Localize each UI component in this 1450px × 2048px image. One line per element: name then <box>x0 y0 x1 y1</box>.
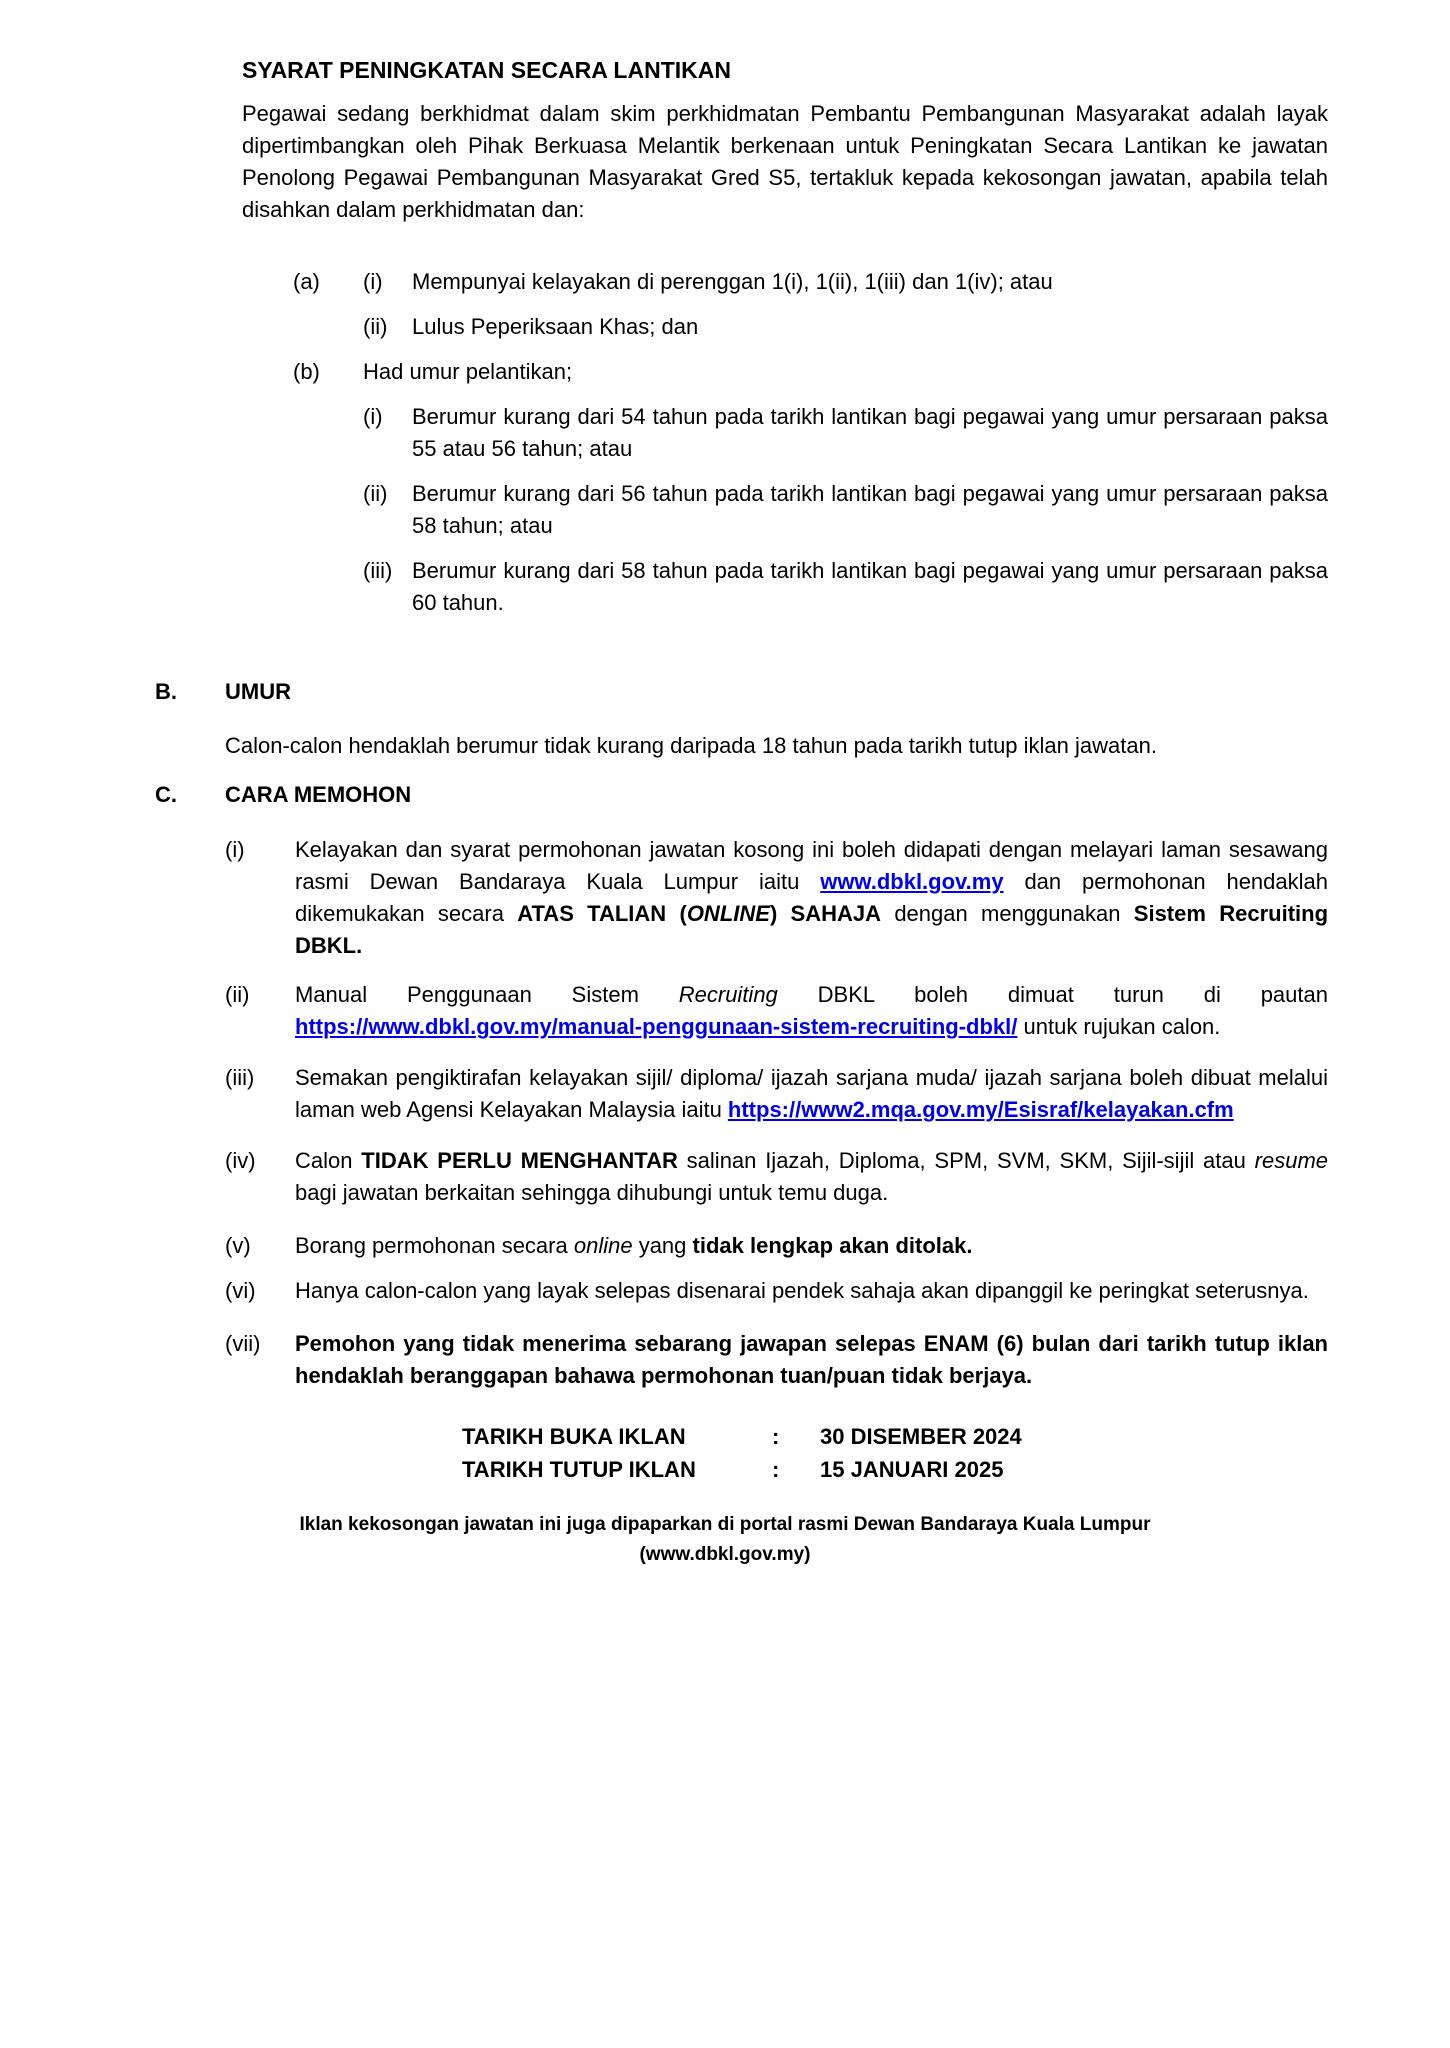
application-step-ii <box>225 979 1328 1043</box>
text-run: salinan Ijazah, Diploma, SPM, SVM, SKM, Sijil-sijil atau <box>677 1148 1255 1173</box>
text-run: Pemohon yang tidak menerima sebarang jawapan selepas ENAM (6) bulan dari tarikh tutup iklan hendaklah beranggapan bahawa permohonan tuan/puan tidak berjaya. <box>295 1331 1328 1388</box>
text-run: Hanya calon-calon yang layak selepas disenarai pendek sahaja akan dipanggil ke peringkat seterusnya. <box>295 1278 1309 1303</box>
section-b-paragraph: Calon-calon hendaklah berumur tidak kurang daripada 18 tahun pada tarikh tutup iklan jawatan. <box>225 733 1157 758</box>
list-marker-vi: (vi) <box>225 1278 256 1303</box>
list-marker-i: (i) <box>225 837 245 862</box>
list-marker-iv: (iv) <box>225 1148 256 1173</box>
list-marker-v: (v) <box>225 1233 251 1258</box>
close-date-value: 15 JANUARI 2025 <box>820 1457 1004 1482</box>
text-run: DBKL boleh dimuat turun di pautan <box>777 982 1328 1007</box>
list-item-b-iii <box>293 555 1328 619</box>
text-run: Kelayakan dan syarat permohonan jawatan kosong ini boleh didapati dengan melayari laman sesawang rasmi Dewan Bandaraya Kuala Lumpur iaitu <box>295 837 1328 894</box>
application-step-text <box>295 1230 1328 1262</box>
list-item-b-i <box>293 401 1328 465</box>
text-run: TIDAK PERLU MENGHANTAR <box>361 1148 678 1173</box>
indent-spacer <box>293 478 363 542</box>
section-a-title: SYARAT PENINGKATAN SECARA LANTIKAN <box>242 57 731 83</box>
application-step-v <box>225 1230 1328 1262</box>
text-run: dengan menggunakan <box>881 901 1134 926</box>
section-b-heading: UMUR <box>225 679 291 704</box>
list-item-b-ii <box>293 478 1328 542</box>
text-run: dan permohonan hendaklah dikemukakan secara <box>295 869 1328 926</box>
section-b-letter: B. <box>155 679 177 704</box>
list-marker-b: (b) <box>293 359 320 384</box>
application-step-text <box>295 834 1328 962</box>
list-marker-i: (i) <box>363 269 383 294</box>
hyperlink[interactable]: https://www2.mqa.gov.my/Esisraf/kelayakan.cfm <box>727 1097 1234 1122</box>
close-date-label: TARIKH TUTUP IKLAN <box>462 1457 696 1482</box>
text-run: ONLINE <box>686 901 770 926</box>
text-run: Borang permohonan secara <box>295 1233 574 1258</box>
indent-spacer <box>293 555 363 619</box>
section-b-body <box>225 676 1328 762</box>
advert-dates <box>462 1420 1450 1486</box>
indent-spacer <box>293 311 363 343</box>
application-steps-list <box>225 834 1328 1392</box>
text-run: online <box>573 1233 633 1258</box>
indent-spacer <box>293 401 363 465</box>
footer-line-2: (www.dbkl.gov.my) <box>639 1544 811 1565</box>
list-item-text: Berumur kurang dari 56 tahun pada tarikh lantikan bagi pegawai yang umur persaraan paksa 58 tahun; atau <box>412 481 1328 538</box>
text-run: yang <box>632 1233 693 1258</box>
list-marker-ii: (ii) <box>363 314 388 339</box>
application-step-text <box>295 1328 1328 1392</box>
condition-list <box>293 266 1328 619</box>
hyperlink[interactable]: www.dbkl.gov.my <box>820 869 1004 894</box>
text-run: Calon <box>295 1148 362 1173</box>
list-item-text: Mempunyai kelayakan di perenggan 1(i), 1(ii), 1(iii) dan 1(iv); atau <box>412 269 1053 294</box>
section-c <box>155 779 1328 1392</box>
list-marker-ii: (ii) <box>225 982 250 1007</box>
application-step-iii <box>225 1062 1328 1126</box>
close-date-colon: : <box>772 1457 780 1482</box>
list-item-b <box>293 356 1328 388</box>
open-date-colon: : <box>772 1424 780 1449</box>
text-run: Recruiting <box>678 982 778 1007</box>
section-a-intro: Pegawai sedang berkhidmat dalam skim perkhidmatan Pembantu Pembangunan Masyarakat adalah layak dipertimbangkan oleh Pihak Berkuasa Melantik berkenaan untuk Peningkatan Secara Lantikan ke jawatan Penolong Pegawai Pembangunan Masyarakat Gred S5, tertakluk kepada kekosongan jawatan, apabila telah disahkan dalam perkhidmatan dan: <box>242 101 1328 222</box>
list-marker-i: (i) <box>363 404 383 429</box>
list-marker-iii: (iii) <box>363 558 393 583</box>
application-step-vi <box>225 1275 1328 1307</box>
text-run: Semakan pengiktirafan kelayakan sijil/ diploma/ ijazah sarjana muda/ ijazah sarjana boleh dibuat melalui laman web Agensi Kelayakan Malaysia iaitu <box>295 1065 1328 1122</box>
list-item-a-ii <box>293 311 1328 343</box>
section-c-body <box>225 779 1328 1392</box>
hyperlink[interactable]: https://www.dbkl.gov.my/manual-penggunaan-sistem-recruiting-dbkl/ <box>295 1014 1018 1039</box>
footer-line-1: Iklan kekosongan jawatan ini juga dipaparkan di portal rasmi Dewan Bandaraya Kuala Lumpur <box>299 1514 1151 1535</box>
text-run: untuk rujukan calon. <box>1017 1014 1221 1039</box>
list-item-a-i <box>293 266 1328 298</box>
text-run: bagi jawatan berkaitan sehingga dihubungi untuk temu duga. <box>295 1180 889 1205</box>
list-marker-ii: (ii) <box>363 481 388 506</box>
application-step-text <box>295 979 1328 1043</box>
application-step-vii <box>225 1328 1328 1392</box>
list-marker-iii: (iii) <box>225 1065 255 1090</box>
footer-note <box>0 1510 1450 1570</box>
section-c-letter: C. <box>155 782 177 807</box>
list-item-text: Berumur kurang dari 58 tahun pada tarikh lantikan bagi pegawai yang umur persaraan paksa 60 tahun. <box>412 558 1328 615</box>
section-b <box>155 676 1328 762</box>
close-date-row <box>462 1453 1450 1486</box>
list-item-text: Had umur pelantikan; <box>363 359 573 384</box>
text-run: tidak lengkap akan ditolak. <box>692 1233 973 1258</box>
section-c-heading: CARA MEMOHON <box>225 782 412 807</box>
application-step-text <box>295 1062 1328 1126</box>
text-run: Manual Penggunaan Sistem <box>295 982 679 1007</box>
text-run: resume <box>1254 1148 1328 1173</box>
open-date-row <box>462 1420 1450 1453</box>
application-step-text <box>295 1275 1328 1307</box>
open-date-value: 30 DISEMBER 2024 <box>820 1424 1022 1449</box>
section-a <box>242 54 1328 619</box>
list-marker-vii: (vii) <box>225 1331 261 1356</box>
text-run: Sistem Recruiting DBKL. <box>295 901 1329 958</box>
list-item-text: Berumur kurang dari 54 tahun pada tarikh lantikan bagi pegawai yang umur persaraan paksa 55 atau 56 tahun; atau <box>412 404 1328 461</box>
list-item-text: Lulus Peperiksaan Khas; dan <box>412 314 699 339</box>
application-step-text <box>295 1145 1328 1209</box>
list-marker-a: (a) <box>293 269 320 294</box>
text-run: ATAS TALIAN ( <box>517 901 687 926</box>
text-run: ) SAHAJA <box>769 901 882 926</box>
application-step-iv <box>225 1145 1328 1209</box>
open-date-label: TARIKH BUKA IKLAN <box>462 1424 686 1449</box>
application-step-i <box>225 834 1328 962</box>
